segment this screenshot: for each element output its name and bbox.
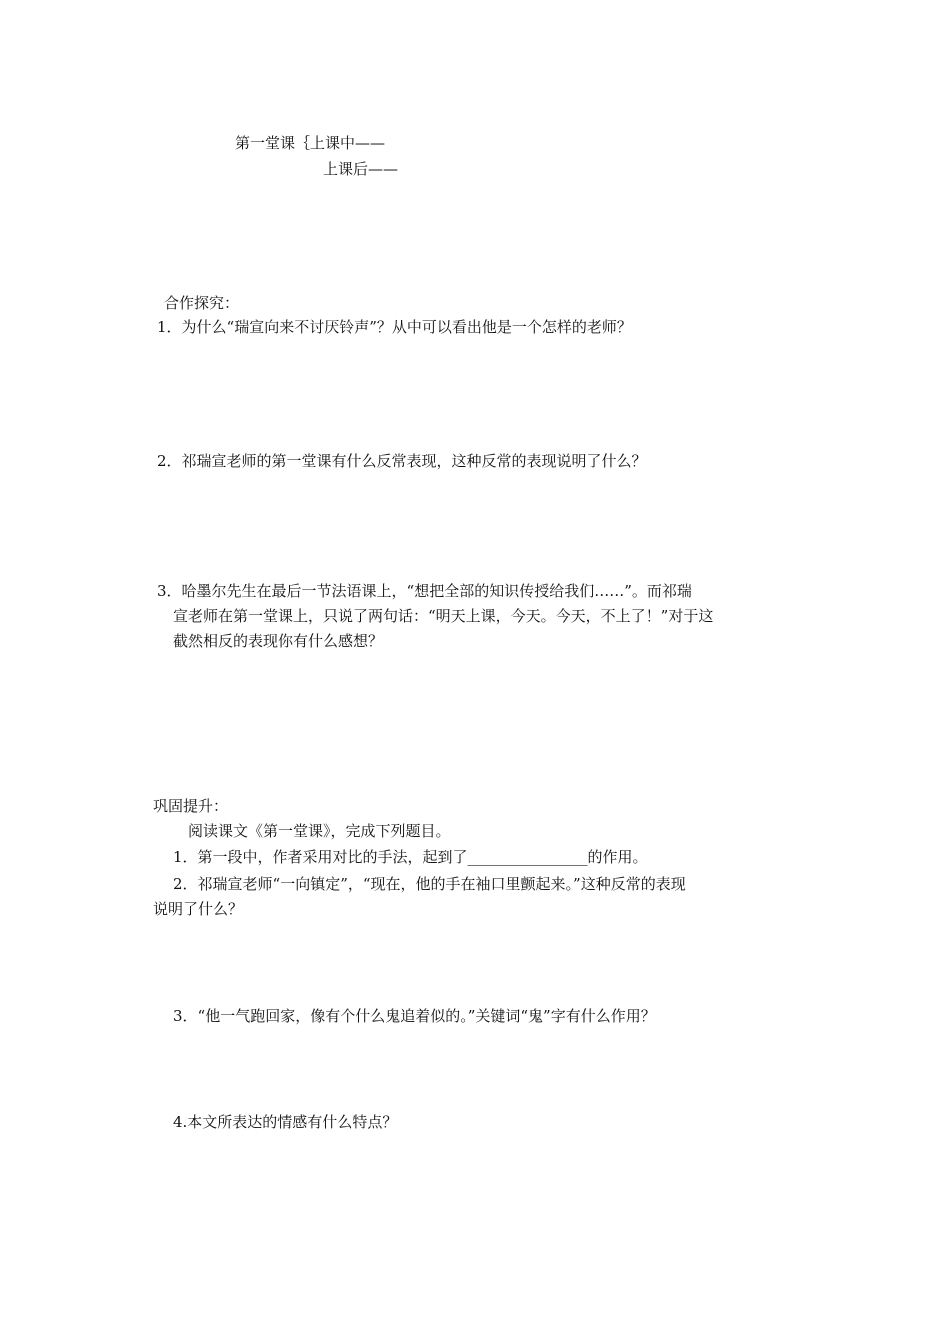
consolidate-question-4: 4.本文所表达的情感有什么特点？: [173, 1113, 398, 1131]
cooperative-question-1: 1．为什么“瑞宣向来不讨厌铃声”？从中可以看出他是一个怎样的老师？: [157, 318, 632, 336]
consolidate-intro: 阅读课文《第一堂课》，完成下列题目。: [188, 822, 451, 840]
cooperative-question-3: [157, 579, 713, 654]
consolidate-question-2: [153, 872, 686, 922]
consolidate-question-1: 1．第一段中，作者采用对比的手法，起到了________________的作用。: [173, 848, 648, 866]
consolidate-question-2-line-1: 2．祁瑞宣老师“一向镇定”，“现在，他的手在袖口里颤起来。”这种反常的表现: [173, 875, 686, 893]
cooperative-heading: 合作探究：: [164, 294, 240, 312]
consolidate-question-2-line-2: 说明了什么？: [153, 900, 244, 918]
cooperative-question-2: 2．祁瑞宣老师的第一堂课有什么反常表现，这种反常的表现说明了什么？: [157, 452, 647, 470]
title-line-1: 第一堂课｛上课中——: [235, 134, 386, 152]
cooperative-question-3-line-3: 截然相反的表现你有什么感想？: [173, 632, 384, 650]
title-line-2: 上课后——: [323, 160, 399, 178]
consolidate-question-3: 3．“他一气跑回家，像有个什么鬼追着似的。”关键词“鬼”字有什么作用？: [173, 1007, 656, 1025]
cooperative-question-3-line-2: 宣老师在第一堂课上，只说了两句话：“明天上课，今天。今天，不上了！”对于这: [173, 607, 714, 625]
cooperative-question-3-line-1: 3．哈墨尔先生在最后一节法语课上，“想把全部的知识传授给我们……”。而祁瑞: [157, 582, 692, 600]
consolidate-heading: 巩固提升：: [153, 797, 229, 815]
